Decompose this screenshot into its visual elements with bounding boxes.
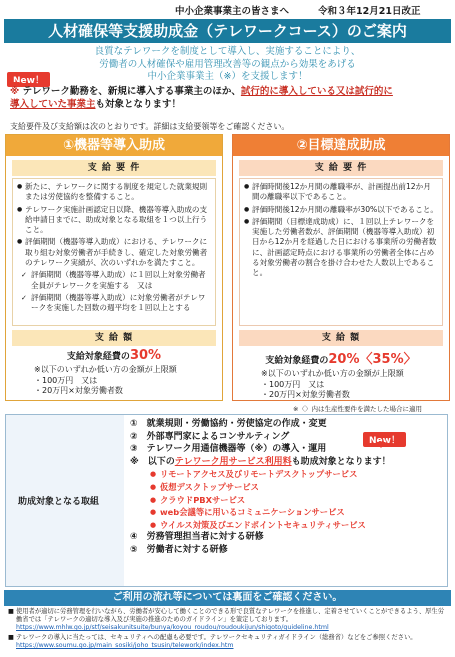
amount-details [34,365,216,397]
amount-note: ※以下のいずれか低い方の金額が上限額 [34,365,177,374]
amount-line: ・100万円 又は [261,379,325,389]
rate-prefix: 支給対象経費の [265,356,329,366]
list-item: ● 評価期間（目標達成助成）に、１回以上テレワークを実施した労働者数が、評価期間（機器等導入助成）初日から12か月を経過した日における事業所の労働者数に、計画認定時点における事業所の労働者全体に占める対象労働者の割合を掛け合わせた人数以上であること。 [244,217,438,279]
service-item: ● クラウドPBXサービス [130,494,448,507]
note-prefix: ※ 以下の [130,456,175,467]
amount-heading: 支 給 額 [12,330,216,346]
productivity-footnote: ※〈〉内は生産性要件を満たした場合に適用 [293,405,422,413]
service-item: ● 仮想デスクトップサービス [130,481,448,494]
notice-part-4: も対象となります！ [95,99,182,110]
card-title: ①機器等導入助成 [6,135,222,156]
service-item: ● リモートアクセス及びリモートデスクトップサービス [130,468,448,481]
list-item: ③ テレワーク用通信機器等（※）の導入・運用 [130,444,327,455]
page-title: 人材確保等支援助成金（テレワークコース）のご案内 [4,19,451,43]
amount-line: ・20万円×対象労働者数 [261,390,350,399]
new-badge: New！ [363,432,406,447]
target-activities-label: 助成対象となる取組 [6,415,124,586]
rate-prefix: 支給対象経費の [66,352,130,362]
notice-part-2: 試行的に導入している又は試行的に [240,86,393,97]
list-item: ● 評価時間後12か月間の離職率が、計画提出前12か月間の離職率以下であること。 [244,182,438,203]
notice-mark: ※ [10,86,20,97]
subsidy-rate [239,348,443,367]
card-title: ②目標達成助成 [233,135,449,156]
audience-label: 中小企業事業主の皆さまへ [175,6,290,17]
new-badge: New！ [7,72,50,87]
amount-note: ※以下のいずれか低い方の金額が上限額 [261,369,404,378]
note-suffix: も助成対象となります！ [291,456,391,467]
note-highlight: テレワーク用サービス利用料 [174,456,292,467]
amount-block [12,348,216,397]
intro-text [60,46,395,84]
list-item: ④ 労務管理担当者に対する研修 [130,532,264,543]
amount-line: ・100万円 又は [34,375,98,385]
requirements-heading: 支 給 要 件 [12,160,216,176]
intro-line-1: 良質なテレワークを制度として導入し、実施することにより、 [94,46,361,57]
list-item: ● 評価時間後12か月間の離職率が30%以下であること。 [244,205,438,215]
equipment-subsidy-card [5,134,223,401]
subsidy-rate [12,348,216,363]
guideline-note: ■ 使用者が適切に労務管理を行いながら、労働者が安心して働くことのできる形で良質なテレワークを推進し、定着させていくことができるよう、厚生労働省では「テレワークの適切な導入及び実施の推進のためのガイドライン」を策定しております。 [8,608,445,624]
list-item: ● 評価期間（機器等導入助成）における、テレワークに取り組む対象労働者が手続きし、確定した対象労働者のテレワーク実績が、次のいずれかを満たすこと。 [17,237,211,268]
rate-value: 30% [129,348,162,363]
notice-text [10,85,448,111]
intro-line-2: 労働者の人材確保や雇用管理改善等の観点から効果をあげる [99,58,356,70]
list-sub-item: ✓ 評価期間（機器等導入助成）に対象労働者がテレワークを実施した回数の週平均を１回以上とする [17,293,211,314]
list-item: ② 外部専門家によるコンサルティング [130,431,290,442]
new-badge-pointer [376,442,386,448]
service-item: ● ウイルス対策及びエンドポイントセキュリティサービス [130,519,448,532]
amount-heading: 支 給 額 [239,330,443,346]
list-sub-item: ✓ 評価期間（機器等導入助成）に１回以上対象労働者全員がテレワークを実施する 又は [17,270,211,291]
list-item: ● 新たに、テレワークに関する制度を規定した就業規則または労使協約を整備すること。 [17,182,211,203]
usage-flow-banner: ご利用の流れ等については裏面をご確認ください。 [4,590,451,606]
requirements-heading: 支 給 要 件 [239,160,443,176]
amount-details [261,369,443,401]
notice-part-3: 導入していた事業主 [10,99,96,110]
security-note: ■ テレワークの導入に当たっては、セキュリティへの配慮も必要です。テレワークセキュリティガイドライン（総務省）などをご参照ください。 [8,633,417,641]
notice-part-1: テレワーク勤務を、新規に導入する事業主のほか、 [22,86,241,97]
guideline-link[interactable]: https://www.mhlw.go.jp/stf/seisakunitsuite/bunya/koyou_roudou/roudoukijun/shigoto/guideline.html [16,624,329,632]
bottom-notes [8,608,450,650]
list-item: ⑤ 労働者に対する研修 [130,544,228,555]
requirements-list [239,178,443,326]
rate-extra: 〈35%〉 [359,352,417,367]
rate-value: 20% [328,352,360,367]
list-item: ● テレワーク実施計画認定日以降、機器等導入助成の支給申請日までに、助成対象となる取組を１つ以上行うこと。 [17,205,211,236]
amount-line: ・20万円×対象労働者数 [34,386,123,395]
requirements-note: 支給要件及び支給額は次のとおりです。詳細は支給要領等をご確認ください。 [10,122,290,131]
goal-achievement-card [232,134,450,401]
service-fee-note [130,456,448,469]
requirements-list [12,178,216,326]
security-guideline-link[interactable]: https://www.soumu.go.jp/main_sosiki/joho_tsusin/telework/index.htm [16,641,234,649]
list-item: ① 就業規則・労働協約・労使協定の作成・変更 [130,419,327,429]
amount-block [239,348,443,401]
service-item: ● web会議等に用いるコミュニケーションサービス [130,506,448,519]
revision-date: 令和３年12月21日改正 [318,6,421,17]
intro-line-3: 中小企業事業主（※）を支援します！ [147,71,308,82]
